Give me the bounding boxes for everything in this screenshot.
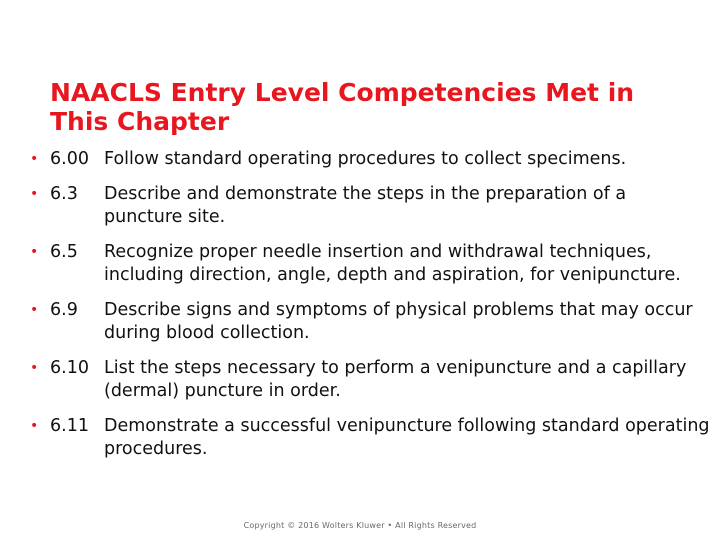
competency-code: 6.9 — [50, 300, 78, 320]
slide-title-line-2: This Chapter — [50, 107, 230, 136]
copyright-footer: Copyright © 2016 Wolters Kluwer • All Rights Reserved — [243, 521, 477, 530]
slide-title — [50, 78, 710, 136]
competency-text: Describe and demonstrate the steps in the preparation of a puncture site. — [104, 184, 627, 227]
competency-code: 6.10 — [50, 358, 89, 378]
bullet-icon: • — [30, 418, 39, 434]
competency-text: Follow standard operating procedures to collect specimens. — [104, 149, 627, 169]
competency-text: Recognize proper needle insertion and withdrawal techniques, including direction, angle, depth and aspiration, for venipuncture. — [104, 242, 681, 285]
competency-code: 6.3 — [50, 184, 78, 204]
competency-text: List the steps necessary to perform a venipuncture and a capillary (dermal) puncture in order. — [104, 358, 687, 401]
slide-title-line-1: NAACLS Entry Level Competencies Met in — [50, 78, 635, 107]
list-item — [30, 241, 710, 287]
competency-text: Describe signs and symptoms of physical problems that may occur during blood collection. — [104, 300, 693, 343]
list-item — [30, 183, 710, 229]
bullet-icon: • — [30, 186, 39, 202]
competency-code: 6.5 — [50, 242, 78, 262]
bullet-icon: • — [30, 360, 39, 376]
list-item — [30, 148, 710, 171]
bullet-icon: • — [30, 302, 39, 318]
competency-text: Demonstrate a successful venipuncture following standard operating procedures. — [104, 416, 710, 459]
list-item — [30, 415, 710, 461]
bullet-icon: • — [30, 151, 39, 167]
list-item — [30, 357, 710, 403]
list-item — [30, 299, 710, 345]
competency-code: 6.00 — [50, 149, 89, 169]
competency-code: 6.11 — [50, 416, 89, 436]
bullet-icon: • — [30, 244, 39, 260]
competency-list — [30, 148, 710, 473]
